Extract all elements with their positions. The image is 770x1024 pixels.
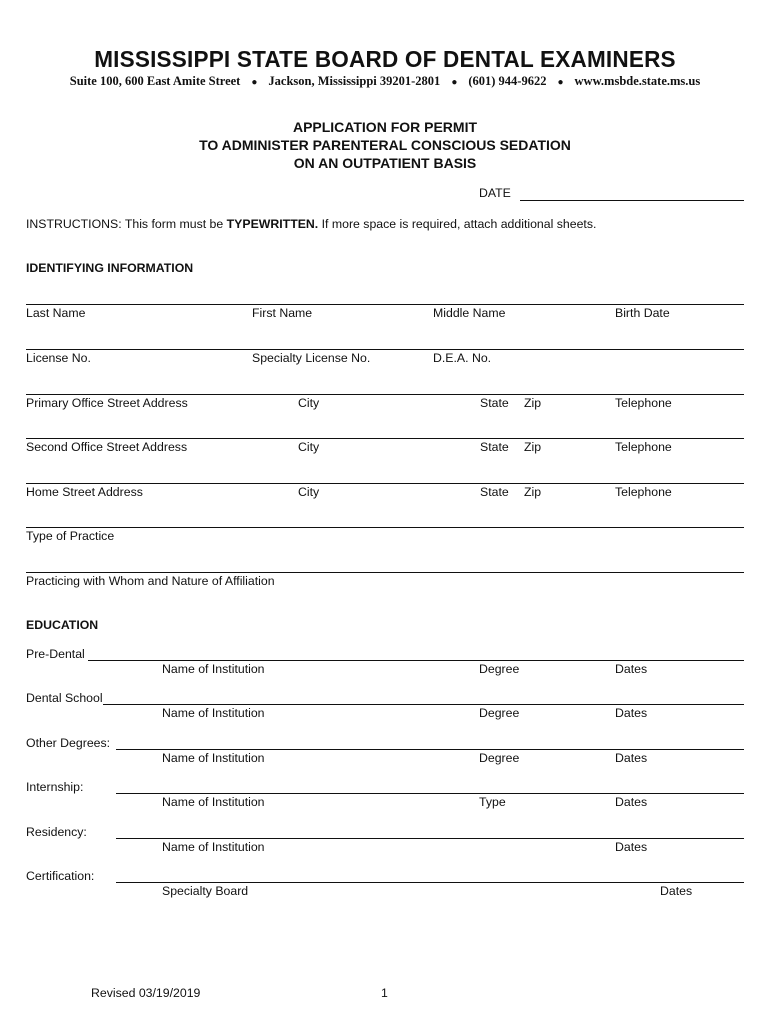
board-address bbox=[0, 74, 770, 89]
certification-field[interactable] bbox=[116, 882, 744, 883]
primary-office-address-label: Primary Office Street Address bbox=[26, 396, 188, 410]
affiliation-field[interactable] bbox=[26, 572, 744, 573]
bullet-icon: ● bbox=[451, 77, 458, 88]
state-label: State bbox=[480, 440, 509, 454]
type-caption: Type bbox=[479, 795, 506, 809]
last-name-label: Last Name bbox=[26, 306, 86, 320]
date-field[interactable] bbox=[520, 200, 744, 201]
page-number: 1 bbox=[381, 986, 388, 1000]
instructions-suffix: If more space is required, attach additional sheets. bbox=[318, 217, 597, 231]
institution-caption: Name of Institution bbox=[162, 662, 265, 676]
dental-school-field[interactable] bbox=[103, 704, 744, 705]
dates-caption: Dates bbox=[615, 662, 648, 676]
institution-caption: Name of Institution bbox=[162, 795, 265, 809]
telephone-label: Telephone bbox=[615, 440, 672, 454]
form-title-line-2: TO ADMINISTER PARENTERAL CONSCIOUS SEDATION bbox=[199, 137, 571, 153]
state-label: State bbox=[480, 396, 509, 410]
pre-dental-field[interactable] bbox=[88, 660, 744, 661]
city-label: City bbox=[298, 440, 320, 454]
pre-dental-label: Pre-Dental bbox=[26, 647, 85, 661]
bullet-icon: ● bbox=[251, 77, 258, 88]
board-title: MISSISSIPPI STATE BOARD OF DENTAL EXAMINERS bbox=[94, 46, 676, 72]
dates-caption: Dates bbox=[615, 840, 648, 854]
home-address-label: Home Street Address bbox=[26, 485, 143, 499]
institution-caption: Name of Institution bbox=[162, 706, 265, 720]
degree-caption: Degree bbox=[479, 706, 520, 720]
bullet-icon: ● bbox=[557, 77, 564, 88]
zip-label: Zip bbox=[524, 440, 542, 454]
specialty-board-caption: Specialty Board bbox=[162, 884, 249, 898]
street-address: Suite 100, 600 East Amite Street bbox=[69, 74, 241, 88]
specialty-license-label: Specialty License No. bbox=[252, 351, 371, 365]
phone-number: (601) 944-9622 bbox=[468, 74, 547, 88]
education-heading: EDUCATION bbox=[26, 618, 99, 632]
telephone-label: Telephone bbox=[615, 485, 672, 499]
instructions bbox=[26, 217, 596, 231]
institution-caption: Name of Institution bbox=[162, 751, 265, 765]
form-title-line-3: ON AN OUTPATIENT BASIS bbox=[293, 155, 477, 171]
license-row-field[interactable] bbox=[26, 349, 744, 350]
other-degrees-field[interactable] bbox=[116, 749, 744, 750]
name-row-field[interactable] bbox=[26, 304, 744, 305]
home-address-row-field[interactable] bbox=[26, 483, 744, 484]
second-office-row-field[interactable] bbox=[26, 438, 744, 439]
license-no-label: License No. bbox=[26, 351, 91, 365]
instructions-prefix: INSTRUCTIONS: This form must be bbox=[26, 217, 227, 231]
form-title-line-1: APPLICATION FOR PERMIT bbox=[292, 119, 478, 135]
city-address: Jackson, Mississippi 39201-2801 bbox=[268, 74, 441, 88]
identifying-heading: IDENTIFYING INFORMATION bbox=[26, 261, 194, 275]
birth-date-label: Birth Date bbox=[615, 306, 670, 320]
revision-date: Revised 03/19/2019 bbox=[91, 986, 201, 1000]
other-degrees-label: Other Degrees: bbox=[26, 736, 111, 750]
instructions-emphasis: TYPEWRITTEN. bbox=[226, 217, 319, 231]
dates-caption: Dates bbox=[660, 884, 693, 898]
certification-label: Certification: bbox=[26, 869, 95, 883]
city-label: City bbox=[298, 396, 320, 410]
website: www.msbde.state.ms.us bbox=[574, 74, 701, 88]
middle-name-label: Middle Name bbox=[433, 306, 506, 320]
zip-label: Zip bbox=[524, 485, 542, 499]
second-office-address-label: Second Office Street Address bbox=[26, 440, 188, 454]
residency-label: Residency: bbox=[26, 825, 87, 839]
internship-field[interactable] bbox=[116, 793, 744, 794]
zip-label: Zip bbox=[524, 396, 542, 410]
city-label: City bbox=[298, 485, 320, 499]
dates-caption: Dates bbox=[615, 751, 648, 765]
residency-field[interactable] bbox=[116, 838, 744, 839]
institution-caption: Name of Institution bbox=[162, 840, 265, 854]
affiliation-label: Practicing with Whom and Nature of Affiliation bbox=[26, 574, 275, 588]
date-label: DATE bbox=[479, 186, 511, 200]
dea-no-label: D.E.A. No. bbox=[433, 351, 492, 365]
type-of-practice-field[interactable] bbox=[26, 527, 744, 528]
type-of-practice-label: Type of Practice bbox=[26, 529, 115, 543]
first-name-label: First Name bbox=[252, 306, 313, 320]
degree-caption: Degree bbox=[479, 751, 520, 765]
degree-caption: Degree bbox=[479, 662, 520, 676]
telephone-label: Telephone bbox=[615, 396, 672, 410]
dates-caption: Dates bbox=[615, 795, 648, 809]
state-label: State bbox=[480, 485, 509, 499]
internship-label: Internship: bbox=[26, 780, 84, 794]
dates-caption: Dates bbox=[615, 706, 648, 720]
primary-office-row-field[interactable] bbox=[26, 394, 744, 395]
dental-school-label: Dental School bbox=[26, 691, 103, 705]
